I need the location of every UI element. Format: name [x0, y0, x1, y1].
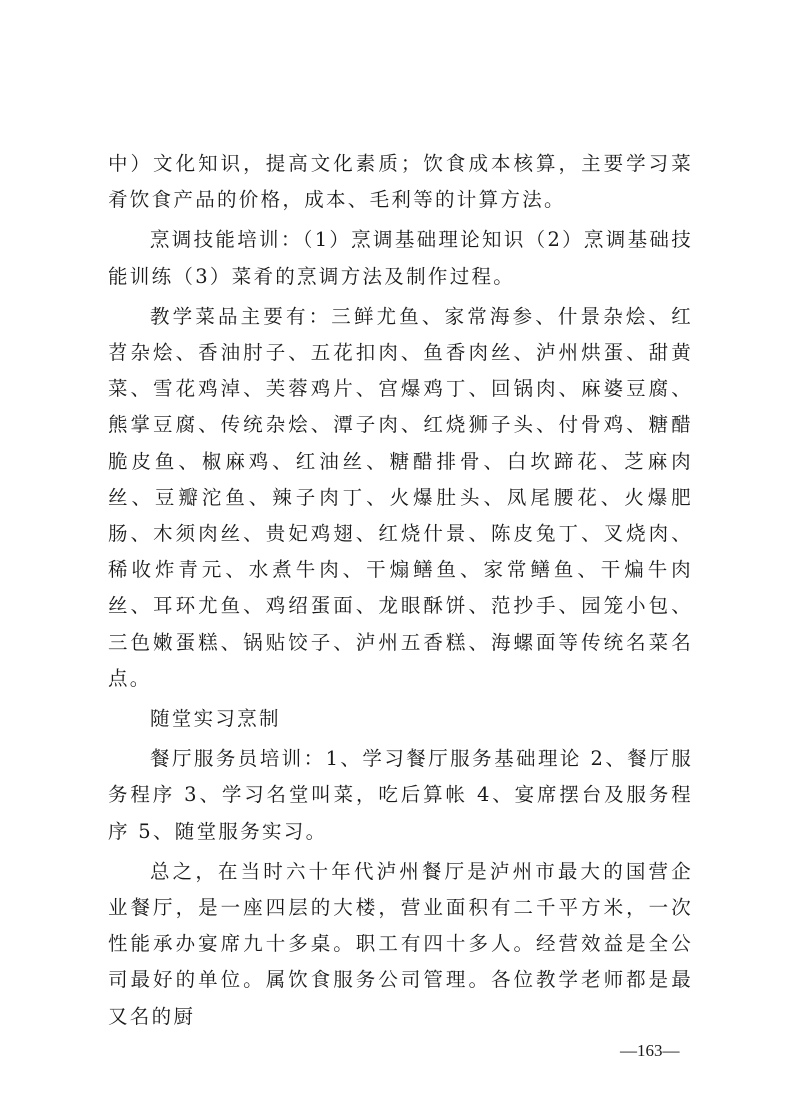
paragraph-culture-costing: 中）文化知识，提高文化素质；饮食成本核算，主要学习菜肴饮食产品的价格，成本、毛利等的计算方法。 [108, 152, 693, 212]
paragraph-waiter-training: 餐厅服务员培训：1、学习餐厅服务基础理论 2、餐厅服务程序 3、学习名堂叫菜，吃后算帐 4、宴席摆台及服务程序 5、随堂服务实习。 [108, 747, 693, 843]
paragraph-summary: 总之，在当时六十年代泸州餐厅是泸州市最大的国营企业餐厅，是一座四层的大楼，营业面积有二千平方米，一次性能承办宴席九十多桌。职工有四十多人。经营效益是全公司最好的单位。属饮食服务公司管理。各位教学老师都是最又名的厨 [108, 859, 693, 1028]
page-number: —163— [620, 1041, 680, 1060]
page-body [108, 146, 693, 1039]
paragraph-practice: 随堂实习烹制 [150, 707, 281, 731]
paragraph-dish-list: 教学菜品主要有：三鲜尤鱼、家常海参、什景杂烩、红苕杂烩、香油肘子、五花扣肉、鱼香肉丝、泸州烘蛋、甜黄菜、雪花鸡淖、芙蓉鸡片、宫爆鸡丁、回锅肉、麻婆豆腐、熊掌豆腐、传统杂烩、潭子肉、红烧狮子头、付骨鸡、糖醋脆皮鱼、椒麻鸡、红油丝、糖醋排骨、白坎蹄花、芝麻肉丝、豆瓣沱鱼、辣子肉丁、火爆肚头、凤尾腰花、火爆肥肠、木须肉丝、贵妃鸡翅、红烧什景、陈皮兔丁、叉烧肉、稀收炸青元、水煮牛肉、干煽鳝鱼、家常鳝鱼、干煸牛肉丝、耳环尤鱼、鸡绍蛋面、龙眼酥饼、范抄手、园笼小包、三色嫩蛋糕、锅贴饺子、泸州五香糕、海螺面等传统名菜名点。 [108, 304, 693, 690]
paragraph-cooking-skills: 烹调技能培训：（1）烹调基础理论知识（2）烹调基础技能训练（3）菜肴的烹调方法及制作过程。 [108, 228, 693, 288]
